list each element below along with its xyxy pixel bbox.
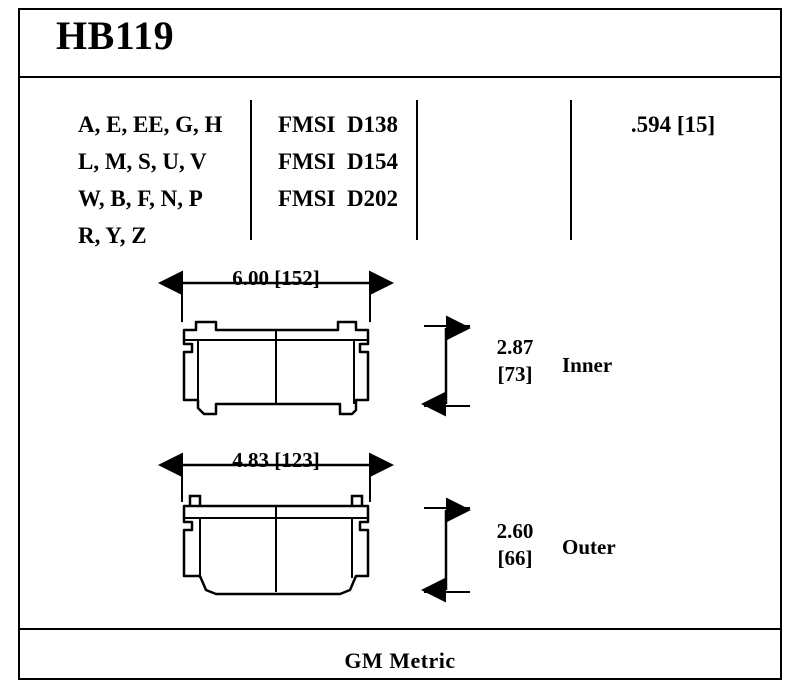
table-column-divider-3 [570, 100, 572, 240]
inner-height-inches: 2.87 [496, 335, 534, 359]
application-title: GM Metric [344, 648, 456, 673]
fmsi-row: FMSI D154 [277, 149, 399, 174]
table-column-divider-2 [416, 100, 418, 240]
compound-code-row: A, E, EE, G, H [78, 112, 223, 137]
spec-table [18, 76, 782, 256]
outer-pad-label: Outer [562, 535, 616, 559]
divider-bottom [18, 628, 782, 630]
compound-code-row: W, B, F, N, P [78, 186, 203, 211]
table-column-divider-1 [250, 100, 252, 240]
fmsi-row: FMSI D138 [277, 112, 399, 137]
outer-height-dimension [480, 518, 550, 572]
compound-code-list [78, 106, 248, 254]
inner-height-mm: [73] [497, 362, 533, 386]
inner-height-dimension [480, 334, 550, 388]
page-title: HB119 [56, 13, 175, 58]
thickness-value: .594 [15] [630, 112, 716, 137]
fmsi-number-list [263, 106, 413, 217]
compound-code-row: L, M, S, U, V [78, 149, 207, 174]
outer-width-dimension: 4.83 [123] [232, 448, 320, 472]
outer-height-inches: 2.60 [496, 519, 534, 543]
outer-height-mm: [66] [497, 546, 533, 570]
inner-width-dimension: 6.00 [152] [232, 266, 320, 290]
fmsi-row: FMSI D202 [277, 186, 399, 211]
compound-code-row: R, Y, Z [78, 223, 147, 248]
inner-pad-label: Inner [562, 353, 613, 377]
